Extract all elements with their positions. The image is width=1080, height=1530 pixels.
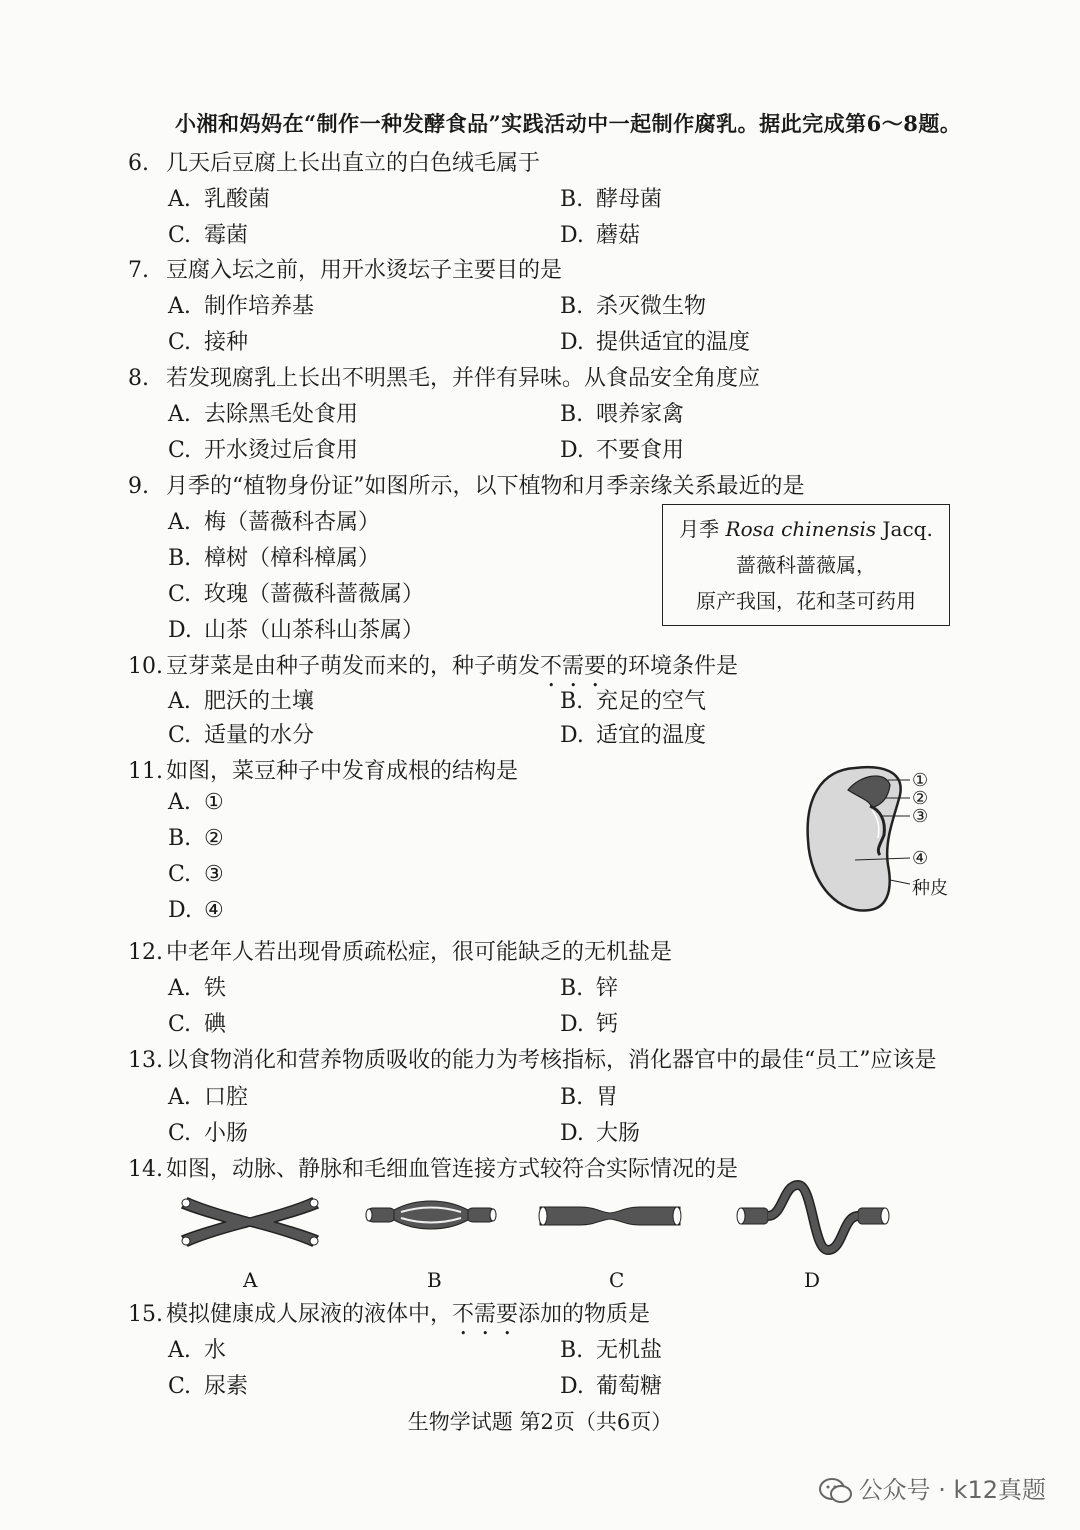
question-text: 如图，动脉、静脉和毛细血管连接方式较符合实际情况的是 xyxy=(166,1157,739,1182)
option-label: A. xyxy=(168,689,191,714)
option-8c xyxy=(168,433,358,464)
option-9d xyxy=(168,613,424,644)
option-label: B. xyxy=(560,294,584,319)
option-label: A. xyxy=(168,402,191,427)
option-text: 去除黑毛处食用 xyxy=(204,402,359,427)
option-text: ① xyxy=(204,790,224,815)
section-intro: 小湘和妈妈在“制作一种发酵食品”实践活动中一起制作腐乳。据此完成第6～8题。 xyxy=(175,111,962,136)
id-card-line1 xyxy=(663,511,949,547)
plant-id-card xyxy=(662,504,950,626)
option-text: 玫瑰（蔷薇科蔷薇属） xyxy=(204,582,425,607)
option-11b xyxy=(168,826,224,851)
option-text: 适宜的温度 xyxy=(596,723,707,748)
question-number: 6. xyxy=(128,151,149,176)
option-8d xyxy=(560,433,684,464)
option-text: ④ xyxy=(204,898,224,923)
vessel-label-c: C xyxy=(609,1268,625,1292)
question-number: 9. xyxy=(128,474,149,499)
option-12c xyxy=(168,1007,226,1038)
option-text: 乳酸菌 xyxy=(204,187,271,212)
option-text: 酵母菌 xyxy=(596,187,663,212)
option-text: 水 xyxy=(204,1338,227,1363)
option-6d xyxy=(560,218,640,249)
option-label: D. xyxy=(560,330,584,355)
option-text: 梅（蔷薇科杏属） xyxy=(204,510,381,535)
option-label: C. xyxy=(168,438,192,463)
option-label: C. xyxy=(168,1374,192,1399)
option-text: 充足的空气 xyxy=(596,689,707,714)
option-text: 肥沃的土壤 xyxy=(204,689,315,714)
question-number: 12. xyxy=(128,940,163,965)
id-card-line3: 原产我国，花和茎可药用 xyxy=(696,589,916,613)
question-9 xyxy=(128,469,805,500)
option-12b xyxy=(560,971,618,1002)
option-text: 山茶（山茶科山茶属） xyxy=(204,618,425,643)
question-13 xyxy=(128,1043,937,1074)
option-label: B. xyxy=(168,826,192,851)
option-8a xyxy=(168,397,358,428)
option-15d xyxy=(560,1369,662,1400)
question-number: 8. xyxy=(128,366,149,391)
option-label: B. xyxy=(560,689,584,714)
option-label: D. xyxy=(560,223,584,248)
option-text: 蘑菇 xyxy=(596,223,641,248)
option-text: 碘 xyxy=(204,1012,227,1037)
option-12d xyxy=(560,1007,618,1038)
question-text-emphasis: 不需要 xyxy=(452,1302,519,1327)
option-text: 大肠 xyxy=(596,1121,641,1146)
option-7c xyxy=(168,325,248,356)
question-text: 月季的“植物身份证”如图所示，以下植物和月季亲缘关系最近的是 xyxy=(166,474,805,499)
option-text: 锌 xyxy=(596,976,619,1001)
option-15c xyxy=(168,1369,248,1400)
question-text: 以食物消化和营养物质吸收的能力为考核指标，消化器官中的最佳“员工”应该是 xyxy=(166,1048,937,1073)
option-text: ② xyxy=(204,826,224,851)
option-text: 开水烫过后食用 xyxy=(204,438,359,463)
option-text: 接种 xyxy=(204,330,249,355)
option-7d xyxy=(560,325,750,356)
page-footer: 生物学试题 第2页（共6页） xyxy=(407,1410,673,1434)
option-7b xyxy=(560,289,706,320)
option-9a xyxy=(168,505,380,536)
option-label: A. xyxy=(168,294,191,319)
option-label: A. xyxy=(168,187,191,212)
option-text: 钙 xyxy=(596,1012,619,1037)
option-12a xyxy=(168,971,226,1002)
question-7 xyxy=(128,253,562,284)
option-text: 杀灭微生物 xyxy=(596,294,707,319)
option-label: C. xyxy=(168,223,192,248)
option-13d xyxy=(560,1116,640,1147)
question-number: 15. xyxy=(128,1302,163,1327)
id-card-cn-name: 月季 xyxy=(679,517,720,541)
watermark-text: 公众号 · k12真题 xyxy=(858,1476,1046,1504)
option-text: 霉菌 xyxy=(204,223,249,248)
seed-label-seed-coat: 种皮 xyxy=(912,878,948,899)
watermark xyxy=(819,1470,1046,1505)
option-13b xyxy=(560,1080,618,1111)
option-label: A. xyxy=(168,1338,191,1363)
question-text-pre: 模拟健康成人尿液的液体中， xyxy=(166,1302,453,1327)
option-label: D. xyxy=(560,723,584,748)
option-label: B. xyxy=(560,1338,584,1363)
question-number: 10. xyxy=(128,654,163,679)
option-label: B. xyxy=(560,976,584,1001)
option-label: B. xyxy=(560,1085,584,1110)
option-11c xyxy=(168,862,224,887)
option-text: 无机盐 xyxy=(596,1338,663,1363)
question-text-post: 添加的物质是 xyxy=(518,1302,651,1327)
option-label: B. xyxy=(560,402,584,427)
question-number: 14. xyxy=(128,1157,163,1182)
option-label: C. xyxy=(168,330,192,355)
option-15b xyxy=(560,1333,662,1364)
question-text-pre: 豆芽菜是由种子萌发而来的，种子萌发 xyxy=(166,654,541,679)
option-10a xyxy=(168,684,314,715)
seed-label-2: ② xyxy=(912,788,929,809)
option-10b xyxy=(560,684,706,715)
option-13c xyxy=(168,1116,248,1147)
option-label: D. xyxy=(168,898,192,923)
question-text-post: 的环境条件是 xyxy=(606,654,739,679)
question-text: 若发现腐乳上长出不明黑毛，并伴有异味。从食品安全角度应 xyxy=(166,366,761,391)
question-text: 几天后豆腐上长出直立的白色绒毛属于 xyxy=(166,151,541,176)
wechat-icon xyxy=(819,1477,853,1505)
option-15a xyxy=(168,1333,226,1364)
option-label: D. xyxy=(560,1121,584,1146)
option-13a xyxy=(168,1080,248,1111)
option-label: A. xyxy=(168,976,191,1001)
option-label: A. xyxy=(168,510,191,535)
seed-label-4: ④ xyxy=(912,848,929,869)
option-9b xyxy=(168,541,380,572)
option-11a xyxy=(168,790,224,815)
vessel-option-c xyxy=(539,1207,681,1225)
option-label: C. xyxy=(168,723,192,748)
question-text: 如图，菜豆种子中发育成根的结构是 xyxy=(166,759,519,784)
option-7a xyxy=(168,289,314,320)
question-6 xyxy=(128,146,540,177)
question-text: 豆腐入坛之前，用开水烫坛子主要目的是 xyxy=(166,258,563,283)
option-label: A. xyxy=(168,1085,191,1110)
option-text: 胃 xyxy=(596,1085,619,1110)
question-14 xyxy=(128,1152,738,1183)
question-8 xyxy=(128,361,760,392)
option-label: C. xyxy=(168,1012,192,1037)
option-text: 不要食用 xyxy=(596,438,685,463)
option-6a xyxy=(168,182,270,213)
option-text: 小肠 xyxy=(204,1121,249,1146)
question-text: 中老年人若出现骨质疏松症，很可能缺乏的无机盐是 xyxy=(166,940,673,965)
option-11d xyxy=(168,898,224,923)
option-text: 尿素 xyxy=(204,1374,249,1399)
option-text: ③ xyxy=(204,862,224,887)
option-label: A. xyxy=(168,790,191,815)
seed-label-3: ③ xyxy=(912,806,929,827)
vessel-option-d xyxy=(737,1185,889,1250)
id-card-line2: 蔷薇科蔷薇属， xyxy=(736,553,876,577)
option-text: 樟树（樟科樟属） xyxy=(204,546,381,571)
option-label: D. xyxy=(560,1012,584,1037)
option-label: C. xyxy=(168,582,192,607)
option-label: D. xyxy=(560,438,584,463)
option-label: D. xyxy=(168,618,192,643)
question-12 xyxy=(128,935,672,966)
option-label: D. xyxy=(560,1374,584,1399)
option-10c xyxy=(168,718,314,749)
option-text: 适量的水分 xyxy=(204,723,315,748)
blood-vessel-diagram xyxy=(180,1180,900,1290)
option-10d xyxy=(560,718,706,749)
id-card-latin-name: Rosa chinensis xyxy=(725,517,877,541)
id-card-author: Jacq. xyxy=(882,517,933,541)
option-text: 铁 xyxy=(204,976,227,1001)
option-text: 提供适宜的温度 xyxy=(596,330,751,355)
vessel-label-d: D xyxy=(804,1268,821,1292)
option-label: C. xyxy=(168,1121,192,1146)
question-text-emphasis: 不需要 xyxy=(540,654,607,679)
vessel-label-a: A xyxy=(243,1268,258,1292)
vessel-label-b: B xyxy=(427,1268,442,1292)
question-number: 7. xyxy=(128,258,149,283)
vessel-option-b xyxy=(366,1201,496,1229)
option-9c xyxy=(168,577,424,608)
vessel-option-a xyxy=(182,1198,318,1246)
option-label: C. xyxy=(168,862,192,887)
option-text: 葡萄糖 xyxy=(596,1374,663,1399)
seed-label-1: ① xyxy=(912,770,929,791)
option-text: 喂养家禽 xyxy=(596,402,685,427)
option-label: B. xyxy=(168,546,192,571)
question-number: 13. xyxy=(128,1048,163,1073)
question-11 xyxy=(128,754,518,785)
option-text: 制作培养基 xyxy=(204,294,315,319)
option-text: 口腔 xyxy=(204,1085,249,1110)
option-6c xyxy=(168,218,248,249)
option-6b xyxy=(560,182,662,213)
option-8b xyxy=(560,397,684,428)
question-number: 11. xyxy=(128,759,163,784)
option-label: B. xyxy=(560,187,584,212)
